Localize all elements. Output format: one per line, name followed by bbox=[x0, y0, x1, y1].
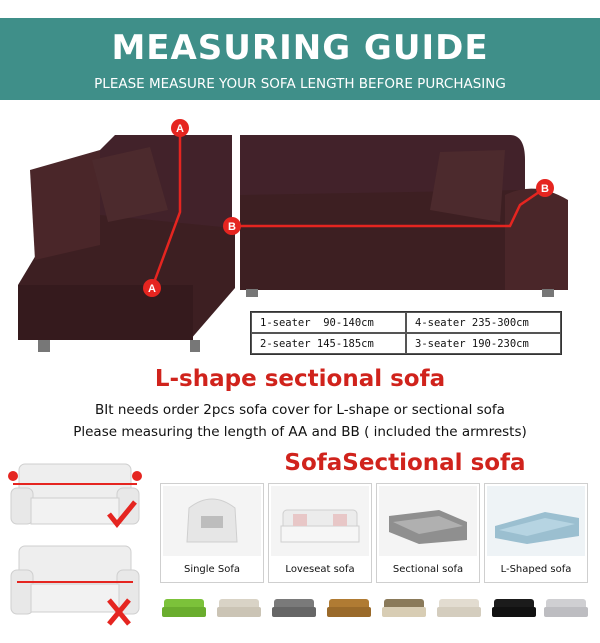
svg-text:B: B bbox=[541, 183, 549, 195]
sofa-thumbnail bbox=[542, 595, 590, 621]
svg-text:A: A bbox=[176, 123, 184, 135]
marker-a-top bbox=[171, 119, 189, 137]
card-label: Sectional sofa bbox=[392, 564, 464, 575]
sofa-section bbox=[240, 135, 568, 297]
sofa-thumbnail bbox=[325, 595, 373, 621]
svg-text:A: A bbox=[148, 283, 156, 295]
sofa-thumbnail bbox=[380, 595, 428, 621]
card-sectional-sofa bbox=[376, 483, 480, 583]
size-cell: 4-seater 235-300cm bbox=[406, 312, 561, 333]
size-cell: 3-seater 190-230cm bbox=[406, 333, 561, 354]
correct-measure-example bbox=[5, 458, 145, 538]
size-cell: 2-seater 145-185cm bbox=[251, 333, 406, 354]
sectional-title: SofaSectional sofa bbox=[284, 450, 526, 476]
card-label: Single Sofa bbox=[183, 564, 241, 575]
sofa-thumbnail bbox=[215, 595, 263, 621]
measure-note: Please measuring the length of AA and BB ( included the armrests) bbox=[73, 424, 527, 440]
sofa-thumbnail bbox=[160, 595, 208, 621]
loveseat-sofa-image bbox=[271, 486, 369, 556]
card-single-sofa bbox=[160, 483, 264, 583]
card-label: Loveseat sofa bbox=[285, 564, 355, 575]
page-subtitle: PLEASE MEASURE YOUR SOFA LENGTH BEFORE PURCHASING bbox=[94, 76, 506, 92]
header-banner bbox=[0, 18, 600, 100]
marker-a-bottom bbox=[143, 279, 161, 297]
page-title: MEASURING GUIDE bbox=[111, 28, 489, 68]
card-label: L-Shaped sofa bbox=[500, 564, 572, 575]
marker-b-right bbox=[536, 179, 554, 197]
size-cell: 1-seater 90-140cm bbox=[251, 312, 406, 333]
lshape-title: L-shape sectional sofa bbox=[154, 366, 446, 392]
order-note: BIt needs order 2pcs sofa cover for L-shape or sectional sofa bbox=[95, 402, 505, 418]
card-loveseat-sofa bbox=[268, 483, 372, 583]
size-table bbox=[250, 311, 562, 355]
sofa-thumbnail bbox=[270, 595, 318, 621]
wrong-measure-example bbox=[5, 540, 145, 630]
l-shaped-sofa-image bbox=[487, 486, 585, 556]
svg-text:B: B bbox=[228, 221, 236, 233]
card-l-shaped-sofa bbox=[484, 483, 588, 583]
chaise-section bbox=[18, 135, 235, 352]
sectional-sofa-image bbox=[379, 486, 477, 556]
sofa-thumbnail bbox=[490, 595, 538, 621]
sofa-thumbnail bbox=[435, 595, 483, 621]
marker-b-left bbox=[223, 217, 241, 235]
single-sofa-image bbox=[163, 486, 261, 556]
